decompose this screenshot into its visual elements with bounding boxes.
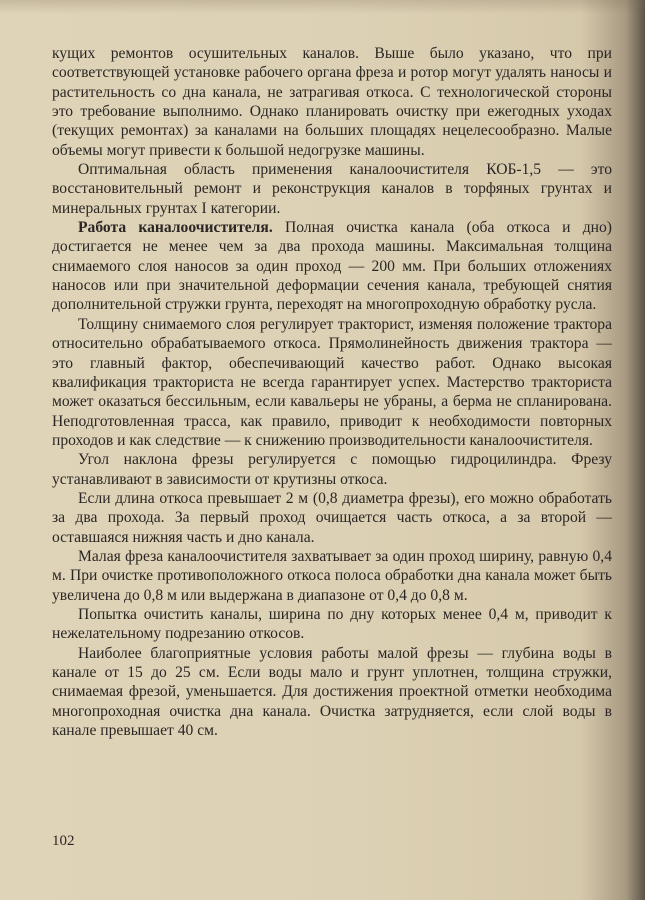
page-top-shadow: [0, 0, 645, 14]
body-text: [52, 44, 612, 740]
paragraph-continuation: кущих ремонтов осушительных каналов. Выше было указано, что при соответствующей установке рабочего органа фреза и ротор могут удалять наносы и растительность со дна канала, не затрагивая откоса. С технологической стороны это требование выполнимо. Однако планировать очистку при ежегодных уходах (текущих ремонтах) за каналами на больших площадях нецелесообразно. Малые объемы могут привести к большой недогрузке машины.: [52, 45, 612, 159]
paragraph-narrow-channels: Попытка очистить каналы, ширина по дну которых менее 0,4 м, приводит к нежелательному подрезанию откосов.: [52, 605, 612, 643]
page-number: 102: [52, 833, 75, 849]
paragraph-slope-length: Если длина откоса превышает 2 м (0,8 диаметра фрезы), его можно обработать за два прохода. За первый проход очищается часть откоса, а за второй — оставшаяся нижняя часть и дно канала.: [52, 489, 612, 546]
paragraph-operation: [52, 218, 612, 315]
run-in-heading: Работа каналоочистителя.: [78, 219, 273, 237]
paragraph-water-depth: Наиболее благоприятные условия работы малой фрезы — глубина воды в канале от 15 до 25 см. Если воды мало и грунт уплотнен, толщина стружки, снимаемая фрезой, уменьшается. Для достижения проектной отметки необходима многопроходная очистка дна канала. Очистка затрудняется, если слой воды в канале превышает 40 см.: [52, 644, 612, 740]
paragraph-small-cutter-width: Малая фреза каналоочистителя захватывает за один проход ширину, равную 0,4 м. При очистке противоположного откоса полоса обработки дна канала может быть увеличена до 0,8 м или выдержана в диапазоне от 0,4 до 0,8 м.: [52, 547, 612, 604]
paragraph-optimal-area: Оптимальная область применения каналоочистителя КОБ-1,5 — это восстановительный ремонт и реконструкция каналов в торфяных грунтах и минеральных грунтах I категории.: [52, 161, 612, 217]
paragraph-operation-text: Полная очистка канала (оба откоса и дно) достигается не менее чем за два прохода машины. Максимальная толщина снимаемого слоя наносов за один проход — 200 мм. При больших отложениях наносов или при значительной деформации сечения канала, требующей снятия дополнительной стружки грунта, переходят на многопроходную обработку русла.: [52, 219, 612, 314]
paragraph-layer-thickness: Толщину снимаемого слоя регулирует тракторист, изменяя положение трактора относительно обрабатываемого откоса. Прямолинейность движения трактора — это главный фактор, обеспечивающий качество работ. Однако высокая квалификация тракториста не всегда гарантирует успех. Мастерство тракториста может оказаться бессильным, если кавальеры не убраны, а берма не спланирована. Неподготовленная трасса, как правило, приводит к необходимости повторных проходов и как следствие — к снижению производительности каналоочистителя.: [52, 315, 612, 449]
paragraph-cutter-angle: Угол наклона фрезы регулируется с помощью гидроцилиндра. Фрезу устанавливают в зависимости от крутизны откоса.: [52, 451, 612, 488]
